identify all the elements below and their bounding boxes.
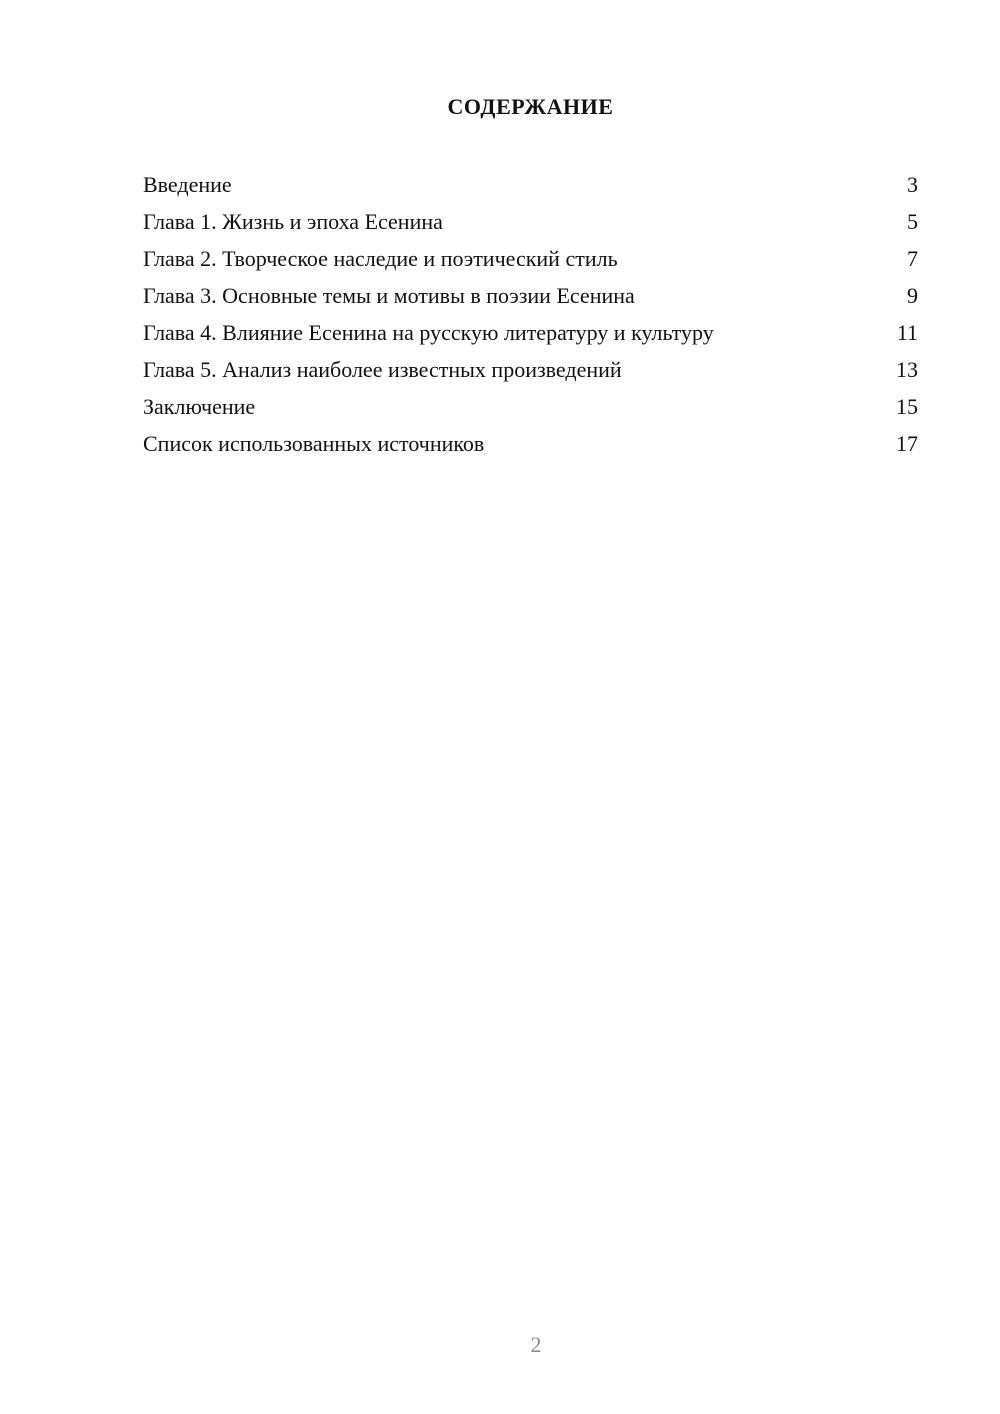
- toc-entry-label: Заключение: [143, 394, 256, 419]
- toc-entry-page: 13: [896, 357, 918, 382]
- toc-entry-page: 17: [896, 431, 918, 456]
- toc-entry-introduction: [143, 170, 918, 207]
- toc-entry-page: 7: [907, 246, 918, 271]
- toc-entry-chapter-5: [143, 355, 918, 392]
- toc-entry-page: 11: [896, 320, 918, 345]
- toc-entry-page: 5: [907, 209, 918, 234]
- toc-entry-chapter-2: [143, 244, 918, 281]
- toc-entry-chapter-4: [143, 318, 918, 355]
- page-number: 2: [530, 1332, 542, 1357]
- toc-entry-label: Глава 1. Жизнь и эпоха Есенина: [143, 209, 443, 234]
- toc-entry-label: Глава 2. Творческое наследие и поэтический стиль: [143, 246, 618, 271]
- toc-entry-label: Глава 5. Анализ наиболее известных произведений: [143, 357, 622, 382]
- toc-entry-chapter-1: [143, 207, 918, 244]
- toc-entry-label: Список использованных источников: [143, 431, 485, 456]
- toc-entry-label: Глава 3. Основные темы и мотивы в поэзии Есенина: [143, 283, 635, 308]
- toc-entry-label: Введение: [143, 172, 232, 197]
- toc-list: [143, 170, 918, 466]
- toc-entry-conclusion: [143, 392, 918, 429]
- toc-entry-label: Глава 4. Влияние Есенина на русскую литературу и культуру: [143, 320, 714, 345]
- toc-entry-page: 15: [896, 394, 918, 419]
- toc-entry-page: 9: [907, 283, 918, 308]
- toc-entry-references: [143, 429, 918, 466]
- toc-title: СОДЕРЖАНИЕ: [447, 94, 614, 119]
- toc-entry-page: 3: [907, 172, 918, 197]
- toc-entry-chapter-3: [143, 281, 918, 318]
